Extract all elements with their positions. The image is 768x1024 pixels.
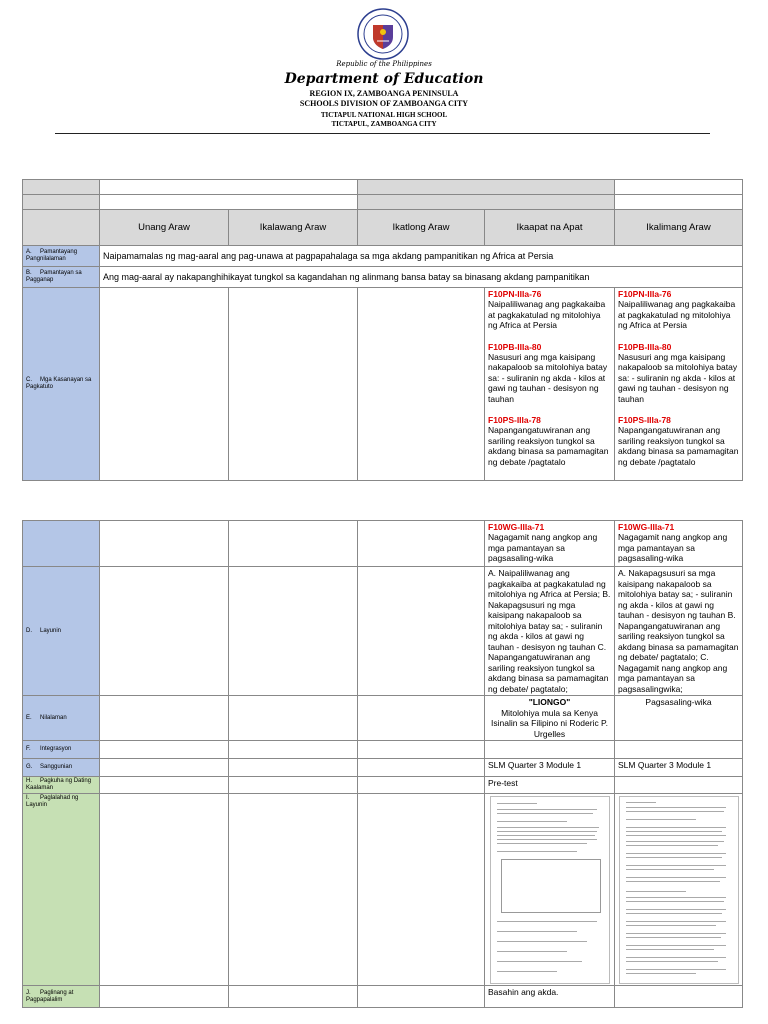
competency2-day2[interactable]: [229, 521, 358, 567]
row-letter-f: F.: [26, 746, 31, 752]
objective-day5: [615, 567, 743, 696]
integration-day4[interactable]: [485, 741, 615, 759]
competency-text: Napangangatuwiranan ang sariling reaksiyon tungkol sa akdang binasa sa pamamagitan ng debate /pagtatalo: [488, 425, 609, 467]
content-topic: Pagsasaling-wika: [645, 697, 712, 707]
competency-day2[interactable]: [229, 288, 358, 481]
row-letter-d: D.: [26, 627, 32, 634]
competency-code: F10PB-IIIa-80: [488, 341, 542, 352]
content-day4: [485, 696, 615, 741]
objective-intro-day2[interactable]: [229, 794, 358, 986]
competency-day3[interactable]: [358, 288, 485, 481]
row-name-b: Pamantayan sa Pagganap: [26, 270, 82, 283]
competency-day1[interactable]: [100, 288, 229, 481]
reference-day3[interactable]: [358, 759, 485, 777]
reference-text: SLM Quarter 3 Module 1: [618, 760, 712, 770]
address-text: TICTAPUL, ZAMBOANGA CITY: [331, 120, 437, 128]
meta-value-1[interactable]: [100, 180, 358, 195]
prior-day1[interactable]: [100, 777, 229, 794]
reference-day5: [615, 759, 743, 777]
meta-value-3[interactable]: [100, 195, 358, 210]
deped-seal-icon: [357, 8, 409, 60]
meta-value-4[interactable]: [615, 195, 743, 210]
row-letter-g: G.: [26, 764, 33, 770]
row-name-g: Sanggunian: [40, 764, 73, 770]
objective-intro-day1[interactable]: [100, 794, 229, 986]
day-header-5: Ikalimang Araw: [615, 210, 743, 246]
reference-day4: [485, 759, 615, 777]
republic-text: Republic of the Philippines: [336, 60, 432, 68]
meta-label-1: [23, 180, 100, 195]
row-label-b: [23, 267, 100, 288]
deepen-day4: [485, 986, 615, 1008]
worksheet-thumbnail: [490, 796, 610, 984]
deepen-day1[interactable]: [100, 986, 229, 1008]
story-title: "LIONGO": [528, 697, 571, 707]
content-day2[interactable]: [229, 696, 358, 741]
row-label-i: [23, 794, 100, 986]
dll-table-page1: [22, 179, 743, 481]
competency-code: F10PS-IIIa-78: [618, 415, 671, 425]
row-name-a: Pamantayang Pangnilalaman: [26, 249, 78, 262]
content-standard: Naipamamalas ng mag-aaral ang pag-unawa at pagpapahalaga sa mga akdang pampanitikan ng Africa at Persia: [100, 246, 743, 267]
objective-intro-day3[interactable]: [358, 794, 485, 986]
competency2-day1[interactable]: [100, 521, 229, 567]
day-header-1: Unang Araw: [100, 210, 229, 246]
deepen-day3[interactable]: [358, 986, 485, 1008]
competency-text: Nagagamit nang angkop ang mga pamantayan sa pagsasaling-wika: [618, 532, 728, 563]
row-name-f: Integrasyon: [40, 746, 72, 752]
region-text: REGION IX, ZAMBOANGA PENINSULA: [309, 89, 459, 98]
row-name-c: Mga Kasanayan sa Pagkatuto: [26, 377, 92, 390]
objective-intro-day4: [485, 794, 615, 986]
objective-day1[interactable]: [100, 567, 229, 696]
story-subtitle: Mitolohiya mula sa Kenya Isinalin sa Filipino ni Roderic P. Urgelles: [490, 707, 608, 739]
day-header-2: Ikalawang Araw: [229, 210, 358, 246]
objective-day2[interactable]: [229, 567, 358, 696]
row-name-h: Pagkuha ng Dating Kaalaman: [26, 778, 92, 791]
competency-code: F10PN-IIIa-76: [488, 289, 542, 299]
content-day3[interactable]: [358, 696, 485, 741]
competency-day5: [615, 288, 743, 481]
row-label-f: [23, 741, 100, 759]
competency-text: Nasusuri ang mga kaisipang nakapaloob sa mitolohiya batay sa: - suliranin ng akda - kilos at gawi ng tauhan - desisyon ng tauhan: [618, 351, 738, 404]
reference-day1[interactable]: [100, 759, 229, 777]
row-letter-b: B.: [26, 270, 32, 276]
row-label-d: [23, 567, 100, 696]
competency-code: F10PS-IIIa-78: [488, 415, 541, 425]
prior-day2[interactable]: [229, 777, 358, 794]
meta-label-3: [23, 195, 100, 210]
row-label-j: [23, 986, 100, 1008]
row-label-g: [23, 759, 100, 777]
competency-code: F10PN-IIIa-76: [618, 289, 672, 299]
deepen-day2[interactable]: [229, 986, 358, 1008]
row-label-c-cont: [23, 521, 100, 567]
division-text: SCHOOLS DIVISION OF ZAMBOANGA CITY: [299, 99, 469, 108]
competency2-day4: [485, 521, 615, 567]
row-label-h: [23, 777, 100, 794]
prior-day4: [485, 777, 615, 794]
objective-text: A. Nakapagsusuri sa mga kaisipang nakapaloob sa mitolohiya batay sa; - suliranin ng akda - kilos at gawi ng tauhan - desisyon ng tauhan B. Napangangatuwiranan ang sariling reaksiyon tungkol sa akdang binasa sa pamamagitan ng debate/ pagtatalo; C. Nagagamit nang angkop ang mga pamantayan sa pagsasalingwika;: [618, 568, 739, 694]
row-name-d: Layunin: [40, 627, 62, 634]
day-header-4: Ikaapat na Apat: [485, 210, 615, 246]
department-title: Department of Education: [284, 71, 484, 87]
row-name-j: Paglinang at Pagpapalalim: [26, 989, 74, 1003]
competency-text: Nasusuri ang mga kaisipang nakapaloob sa mitolohiya batay sa: - suliranin ng akda - kilos at gawi ng tauhan - desisyon ng tauhan: [488, 351, 608, 404]
prior-day5[interactable]: [615, 777, 743, 794]
competency2-day3[interactable]: [358, 521, 485, 567]
integration-day3[interactable]: [358, 741, 485, 759]
header-divider: [55, 133, 710, 134]
reference-day2[interactable]: [229, 759, 358, 777]
competency-code: F10PB-IIIa-80: [618, 341, 672, 352]
meta-value-2[interactable]: [615, 180, 743, 195]
competency-code: F10WG-IIIa-71: [618, 522, 675, 532]
deepen-day5[interactable]: [615, 986, 743, 1008]
letterhead: [0, 0, 768, 140]
integration-day1[interactable]: [100, 741, 229, 759]
objective-day4: [485, 567, 615, 696]
row-letter-j: J.: [26, 989, 31, 996]
objective-day3[interactable]: [358, 567, 485, 696]
school-text: TICTAPUL NATIONAL HIGH SCHOOL: [320, 111, 448, 119]
competency2-day5: [615, 521, 743, 567]
content-day1[interactable]: [100, 696, 229, 741]
integration-day5[interactable]: [615, 741, 743, 759]
objective-intro-day5: [615, 794, 743, 986]
content-day5: [615, 696, 743, 741]
prior-text: Pre-test: [488, 778, 518, 788]
competency-text: Napangangatuwiranan ang sariling reaksiyon tungkol sa akdang binasa sa pamamagitan ng debate /pagtatalo: [618, 425, 739, 467]
meta-label-2: [358, 180, 615, 195]
row-name-e: Nilalaman: [40, 714, 67, 721]
row-label-a: [23, 246, 100, 267]
reference-text: SLM Quarter 3 Module 1: [488, 760, 582, 770]
row-name-i: Paglalahad ng Layunin: [26, 795, 79, 808]
dll-table-page2: [22, 520, 743, 1008]
row-letter-c: C.: [26, 377, 32, 383]
worksheet-thumbnail: [619, 796, 739, 984]
objective-text: A. Naipaliliwanag ang pagkakaiba at pagkakatulad ng mitolohiya ng Africa at Persia; B. Nakapagsusuri ng mga kaisipang nakapaloob sa mitolohiya batay sa; - suliranin ng akda - kilos at gawi ng tauhan - desisyon ng tauhan C. Napangangatuwiranan ang sariling reaksiyon tungkol sa akdang binasa sa pamamagitan ng debate/ pagtatalo;: [488, 568, 611, 694]
prior-day3[interactable]: [358, 777, 485, 794]
performance-standard: Ang mag-aaral ay nakapanghihikayat tungkol sa kagandahan ng alinmang bansa batay sa binasang akdang pampanitikan: [100, 267, 743, 288]
competency-code: F10WG-IIIa-71: [488, 522, 545, 532]
competency-text: Naipaliliwanag ang pagkakaiba at pagkakatulad ng mitolohiya ng Africa at Persia: [618, 299, 736, 330]
row-label-c: [23, 288, 100, 481]
row-letter-a: A.: [26, 249, 32, 255]
competency-text: Nagagamit nang angkop ang mga pamantayan sa pagsasaling-wika: [488, 532, 598, 563]
competency-text: Naipaliliwanag ang pagkakaiba at pagkakatulad ng mitolohiya ng Africa at Persia: [488, 299, 606, 330]
day-header-blank: [23, 210, 100, 246]
row-letter-h: H.: [26, 778, 32, 784]
deepen-text: Basahin ang akda.: [488, 987, 559, 997]
meta-label-4: [358, 195, 615, 210]
row-letter-i: I.: [26, 795, 30, 801]
row-letter-e: E.: [26, 714, 32, 721]
integration-day2[interactable]: [229, 741, 358, 759]
competency-day4: [485, 288, 615, 481]
row-label-e: [23, 696, 100, 741]
day-header-3: Ikatlong Araw: [358, 210, 485, 246]
